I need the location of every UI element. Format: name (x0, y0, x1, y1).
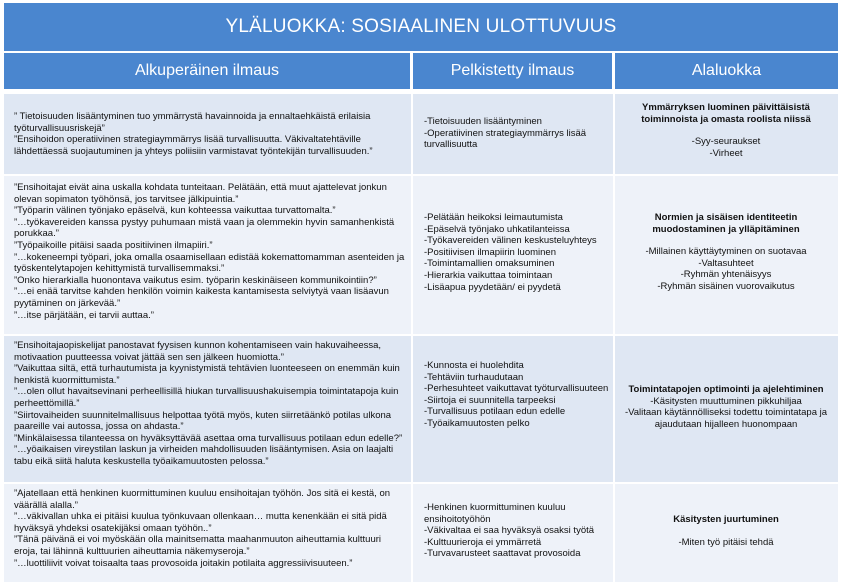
simplified-item: -Hierarkia vaikuttaa toimintaan (424, 269, 553, 281)
original-expression-cell (14, 182, 406, 321)
simplified-expression-cell (424, 212, 610, 293)
subcategory-title: Käsitysten juurtuminen (673, 514, 779, 525)
original-expression-cell (14, 111, 406, 157)
simplified-item: -Pelätään heikoksi leimautumista (424, 212, 563, 223)
quote: ”Ensihoidon operatiivinen strategiaymmärrys lisää turvallisuutta. Väkivaltatehtäville lähdettäessä suojautuminen ja yhteys poliisiin varmistavat työntekijän turvallisuuden.” (14, 134, 373, 157)
simplified-item: -Työkavereiden välinen keskusteluyhteys (424, 235, 597, 247)
header-simplified-expression: Pelkistetty ilmaus (413, 53, 612, 89)
subcategory-item: -Syy-seuraukset (691, 136, 761, 148)
quote: ”…yöaikaisen vireystilan laskun ja virheiden mahdollisuuden lisääntymisen. Asia on laajalti tabu eikä siitä haluta keskustella työaikamuutosten pelossa.” (14, 444, 394, 467)
original-expression-cell (14, 488, 406, 569)
subcategory-title: Ymmärryksen luominen päivittäisistä toiminnoista ja omasta roolista niissä (641, 102, 811, 125)
quote: ”Työpaikoille pitäisi saada positiivinen ilmapiiri.” (14, 239, 213, 251)
original-expression-cell (14, 340, 406, 468)
subcategory-item: -Valtasuhteet (698, 257, 754, 269)
simplified-item: -Epäselvä työnjako uhkatilanteissa (424, 223, 570, 235)
simplified-item: -Henkinen kuormittuminen kuuluu ensihoitotyöhön (424, 502, 566, 525)
subcategory-cell (620, 212, 832, 293)
quote: ”Minkälaisessa tilanteessa on hyväksyttävää asettaa oma turvallisuus potilaan edun edelle?” (14, 432, 403, 444)
quote: ”Työparin välinen työnjako epäselvä, kun kohteessa vaikuttaa turvattomalta.” (14, 205, 336, 217)
quote: ”Tänä päivänä ei voi myöskään olla mainitsematta maahanmuuton aiheuttamia kulttuuri eroja, tai lähinnä kulttuurien aiheuttamia näkemyseroja.” (14, 534, 382, 557)
table-title: YLÄLUOKKA: SOSIAALINEN ULOTTUVUUS (4, 3, 838, 53)
subcategory-item: -Valitaan käytännölliseksi todettu toimintatapa ja ajaudutaan hijalleen huonompaan (624, 407, 828, 430)
subcategory-title: Toimintatapojen optimointi ja ajelehtiminen (628, 384, 824, 395)
simplified-item: -Lisäapua pyydetään/ ei pyydetä (424, 281, 561, 293)
quote: ”Ajatellaan että henkinen kuormittuminen kuuluu ensihoitajan työhön. Jos sitä ei kestä, on väärällä alalla.” (14, 488, 391, 511)
subcategory-cell (620, 384, 832, 430)
simplified-item: -Turvavarusteet saattavat provosoida (424, 548, 581, 560)
subcategory-item: -Miten työ pitäisi tehdä (678, 536, 774, 548)
quote: ”…työkavereiden kanssa pystyy puhumaan mistä vaan ja olemmekin hyvin samanhenkistä porukkaa.” (14, 216, 395, 240)
subcategory-title: Normien ja sisäisen identiteetin muodostaminen ja ylläpitäminen (652, 212, 800, 235)
simplified-item: -Turvallisuus potilaan edun edelle (424, 406, 566, 418)
quote: ”Siirtovaiheiden suunnitelmallisuus helpottaa työtä myös, kuten siirretäänkö potilas ulkona paareille vai autossa, jossa on ahdasta.” (14, 409, 392, 433)
quote: ”…olen ollut havaitsevinani perheellisillä hiukan turvallisuushakuisempia toimintatapoja kuin perheettömillä.” (14, 386, 399, 409)
subcategory-item: -Millainen käyttäytyminen on suotavaa (645, 246, 807, 258)
simplified-item: -Väkivaltaa ei saa hyväksyä osaksi työtä (424, 525, 595, 537)
quote: ”Ensihoitajaopiskelijat panostavat fyysisen kunnon kohentamiseen vain hakuvaiheessa, motivaation puutteessa voivat jättää sen sen jälkeen huomiotta.” (14, 340, 382, 363)
table-row (4, 174, 838, 334)
subcategory-item: -Käsitysten muuttuminen pikkuhiljaa (650, 395, 802, 407)
quote: ”Vaikuttaa siltä, että turhautumista ja kyynistymistä tehtävien luonteeseen on enemmän kuin henkistä kuormittumista.” (14, 363, 400, 386)
table-row (4, 482, 838, 582)
quote: ”…itse pärjätään, ei tarvii auttaa.” (14, 309, 154, 321)
quote: ”…luottiliivit voivat toisaalta taas provosoida joitakin potilaita aggressiivisuuteen.” (14, 557, 353, 569)
subcategory-item: -Virheet (709, 147, 743, 159)
quote: ”…väkivallan uhka ei pitäisi kuulua työnkuvaan ollenkaan… mutta kenenkään ei sitä pidä hyväksyä yhdeksi osatekijäksi omaan työhön..” (14, 511, 387, 534)
subcategory-item: -Ryhmän sisäinen vuorovaikutus (657, 280, 795, 292)
simplified-expression-cell (424, 360, 610, 430)
simplified-item: -Tehtäviin turhaudutaan (424, 371, 524, 383)
subcategory-cell (620, 514, 832, 548)
simplified-item: -Työaikamuutosten pelko (424, 417, 530, 429)
quote: ”Ensihoitajat eivät aina uskalla kohdata tunteitaan. Pelätään, että muut ajattelevat jonkun olevan sopimaton työhönsä, jos tarvitsee jälkipuintia.” (14, 182, 387, 205)
subcategory-item: -Ryhmän yhtenäisyys (680, 269, 772, 281)
quote: ” Tietoisuuden lisääntyminen tuo ymmärrystä havainnoida ja ennaltaehkäistä erilaisia työturvallisuusriskejä” (14, 111, 371, 134)
simplified-item: -Kulttuurieroja ei ymmärretä (424, 536, 542, 548)
simplified-item: -Siirtoja ei suunnitella tarpeeksi (424, 394, 556, 406)
table-row (4, 92, 838, 174)
header-original-expression: Alkuperäinen ilmaus (4, 53, 410, 89)
simplified-expression-cell (424, 116, 610, 151)
simplified-item: -Toimintamallien omaksuminen (424, 258, 555, 270)
quote: ”…kokeneempi työpari, joka omalla osaamisellaan edistää kokemattomamman asenteiden ja työskentelytapojen kehittymistä turvallisemmaksi.” (14, 251, 405, 275)
simplified-item: -Perhesuhteet vaikuttavat työturvallisuuteen (424, 383, 609, 395)
simplified-item: -Operatiivinen strategiaymmärrys lisää turvallisuutta (424, 127, 587, 151)
header-subcategory: Alaluokka (615, 53, 838, 89)
table-row (4, 334, 838, 482)
simplified-item: -Positiivisen ilmapiirin luominen (424, 246, 556, 258)
simplified-expression-cell (424, 502, 610, 560)
simplified-item: -Tietoisuuden lisääntyminen (424, 116, 542, 127)
simplified-item: -Kunnosta ei huolehdita (424, 360, 524, 371)
subcategory-cell (620, 102, 832, 159)
quote: ”…ei enää tarvitse kahden henkilön voimin kaikesta kantamisesta selviytyä vaan lisäavun pyytäminen on järkevää.” (14, 286, 389, 309)
quote: ”Onko hierarkialla huonontava vaikutus esim. työparin keskinäiseen kommunikointiin?” (14, 274, 377, 286)
